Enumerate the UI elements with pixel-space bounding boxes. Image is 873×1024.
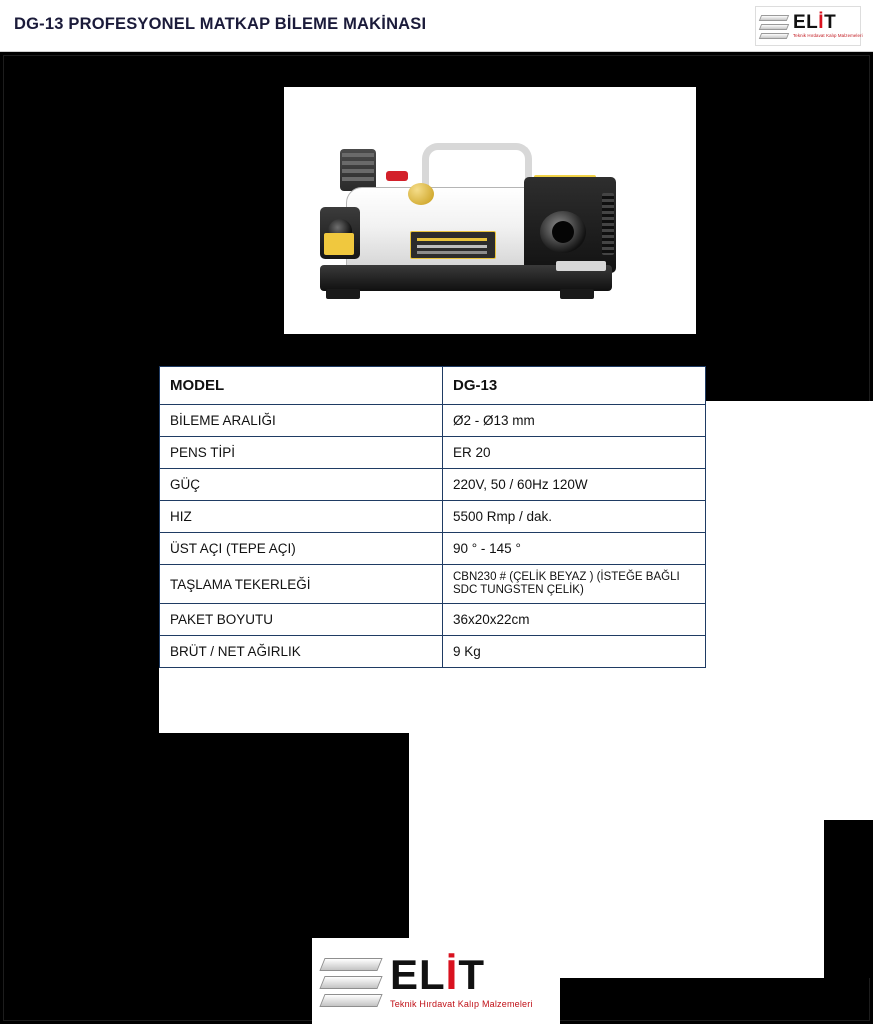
page-header (0, 0, 873, 52)
footer-logo-text (390, 950, 533, 1009)
spec-key: PENS TİPİ (160, 437, 443, 469)
footer-brand-tail: T (458, 950, 485, 998)
brand-name (793, 13, 863, 32)
spec-value: CBN230 # (ÇELİK BEYAZ ) (İSTEĞE BAĞLI SDC TUNGSTEN ÇELİK) (443, 565, 706, 604)
spec-key: GÜÇ (160, 469, 443, 501)
spec-key: HIZ (160, 501, 443, 533)
brand-logo-footer (312, 938, 560, 1024)
machine-foot-left (326, 289, 360, 299)
table-row (160, 565, 706, 604)
page-canvas (0, 52, 873, 1024)
machine-illustration (302, 115, 678, 310)
stack-icon (322, 950, 384, 1012)
spec-key: TAŞLAMA TEKERLEĞİ (160, 565, 443, 604)
spec-value: 36x20x22cm (443, 604, 706, 636)
spec-key: BİLEME ARALIĞI (160, 405, 443, 437)
spec-value: 90 ° - 145 ° (443, 533, 706, 565)
machine-power-button (386, 171, 408, 181)
machine-vents (602, 193, 614, 255)
background-panel-notch (824, 820, 873, 978)
table-row (160, 604, 706, 636)
spec-value: DG-13 (443, 367, 706, 405)
footer-brand-accent: İ (445, 950, 459, 998)
machine-serial-plate (556, 261, 606, 271)
brand-name-tail: T (824, 12, 837, 34)
brand-logo-header (755, 6, 861, 46)
machine-handle (422, 143, 532, 191)
machine-brass-knob (408, 183, 434, 205)
machine-warning-sticker (324, 233, 354, 255)
stack-icon (760, 11, 790, 41)
spec-key: BRÜT / NET AĞIRLIK (160, 636, 443, 668)
spec-value: ER 20 (443, 437, 706, 469)
spec-key: PAKET BOYUTU (160, 604, 443, 636)
spec-key: MODEL (160, 367, 443, 405)
table-row (160, 533, 706, 565)
table-row (160, 469, 706, 501)
brand-tagline: Teknik Hırdavat Kalıp Malzemeleri (793, 33, 863, 39)
brand-name-main: EL (793, 12, 819, 34)
machine-name-plate (410, 231, 496, 259)
spec-key: ÜST AÇI (TEPE AÇI) (160, 533, 443, 565)
table-row (160, 501, 706, 533)
product-photo (284, 87, 696, 334)
footer-brand-tagline: Teknik Hırdavat Kalıp Malzemeleri (390, 998, 533, 1009)
footer-brand-main: EL (390, 950, 446, 998)
spec-value: 9 Kg (443, 636, 706, 668)
specifications-table (159, 366, 706, 668)
footer-brand-name (390, 950, 533, 998)
spec-value: 220V, 50 / 60Hz 120W (443, 469, 706, 501)
brand-logo-text (793, 13, 863, 38)
table-row (160, 437, 706, 469)
table-row (160, 367, 706, 405)
machine-foot-right (560, 289, 594, 299)
spec-value: Ø2 - Ø13 mm (443, 405, 706, 437)
brand-name-accent: İ (818, 12, 825, 34)
table-row (160, 636, 706, 668)
machine-chuck-port (540, 211, 586, 253)
spec-value: 5500 Rmp / dak. (443, 501, 706, 533)
page-title: DG-13 PROFESYONEL MATKAP BİLEME MAKİNASI (14, 15, 427, 33)
machine-tower (340, 149, 376, 191)
table-row (160, 405, 706, 437)
